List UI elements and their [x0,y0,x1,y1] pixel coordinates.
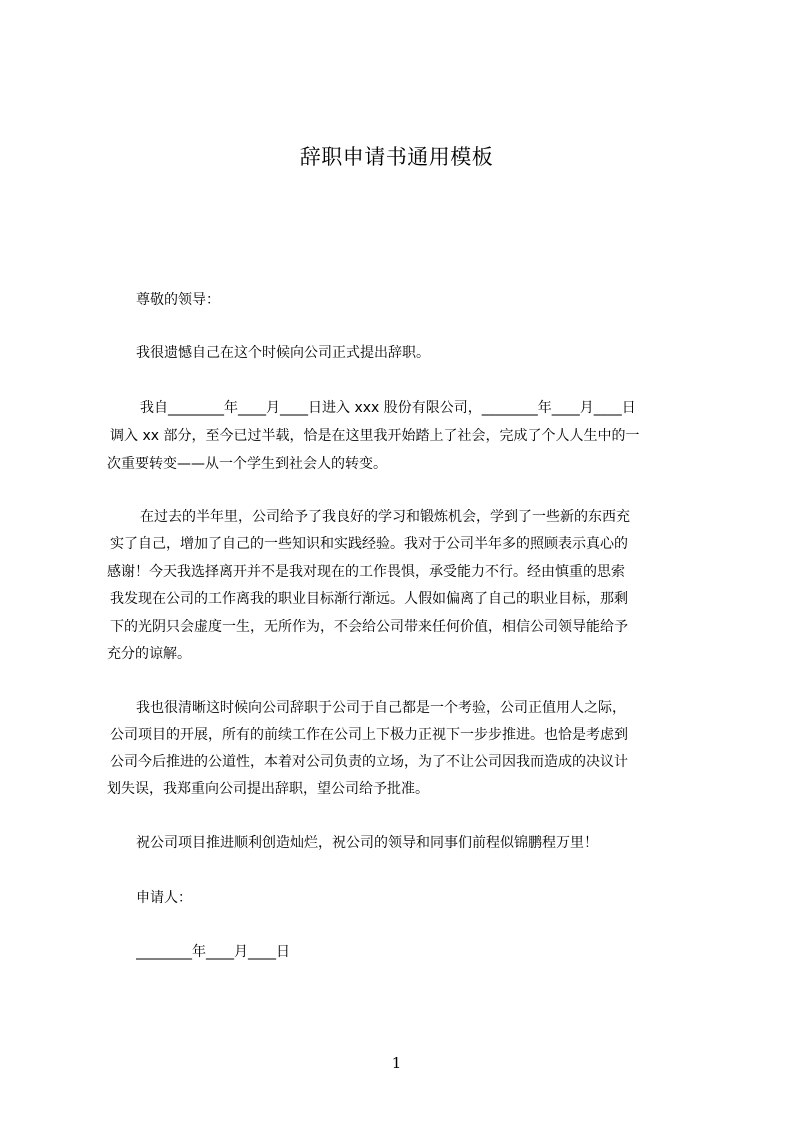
page-number: 1 [391,1054,402,1072]
paragraph-line: 划失误，我郑重向公司提出辞职，望公司给予批准。 [107,781,429,797]
paragraph-line: 我也很清晰这时候向公司辞职于公司于自己都是一个考验，公司正值用人之际， [136,700,626,716]
paragraph-line: 在过去的半年里，公司给予了我良好的学习和锻炼机会，学到了一些新的东西充 [140,509,630,525]
paragraph-line: 下的光阴只会虚度一生，无所作为，不会给公司带来任何价值，相信公司领导能给予 [110,619,628,635]
document-title: 辞职申请书通用模板 [299,145,494,169]
paragraph-line: 公司项目的开展，所有的前续工作在公司上下极力正视下一步步推进。也恰是考虑到 [110,727,628,743]
paragraph-line: 公司今后推进的公道性，本着对公司负责的立场，为了不让公司因我而造成的决议计 [110,754,628,770]
paragraph-line: 次重要转变——从一个学生到社会人的转变。 [107,456,387,472]
paragraph-line: 感谢！今天我选择离开并不是我对现在的工作畏惧，承受能力不行。经由慎重的思索 [107,564,625,580]
paragraph-line: 实了自己，增加了自己的一些知识和实践经验。我对于公司半年多的照顾表示真心的 [110,536,628,552]
salutation: 尊敬的领导： [136,292,220,308]
paragraph-line: 我自________年____月____日进入 xxx 股份有限公司，________年____月____日 [140,400,636,416]
paragraph-resignation-statement: 我很遗憾自己在这个时候向公司正式提出辞职。 [136,345,430,361]
date-line: ________年____月____日 [136,944,290,960]
applicant-label: 申请人： [136,890,192,906]
closing-wishes: 祝公司项目推进顺利创造灿烂，祝公司的领导和同事们前程似锦鹏程万里！ [136,835,598,851]
paragraph-line: 调入 xx 部分，至今已过半载，恰是在这里我开始踏上了社会，完成了个人人生中的一 [110,428,640,444]
paragraph-line: 充分的谅解。 [107,646,191,662]
paragraph-line: 我发现在公司的工作离我的职业目标渐行渐远。人假如偏离了自己的职业目标，那剩 [110,591,628,607]
